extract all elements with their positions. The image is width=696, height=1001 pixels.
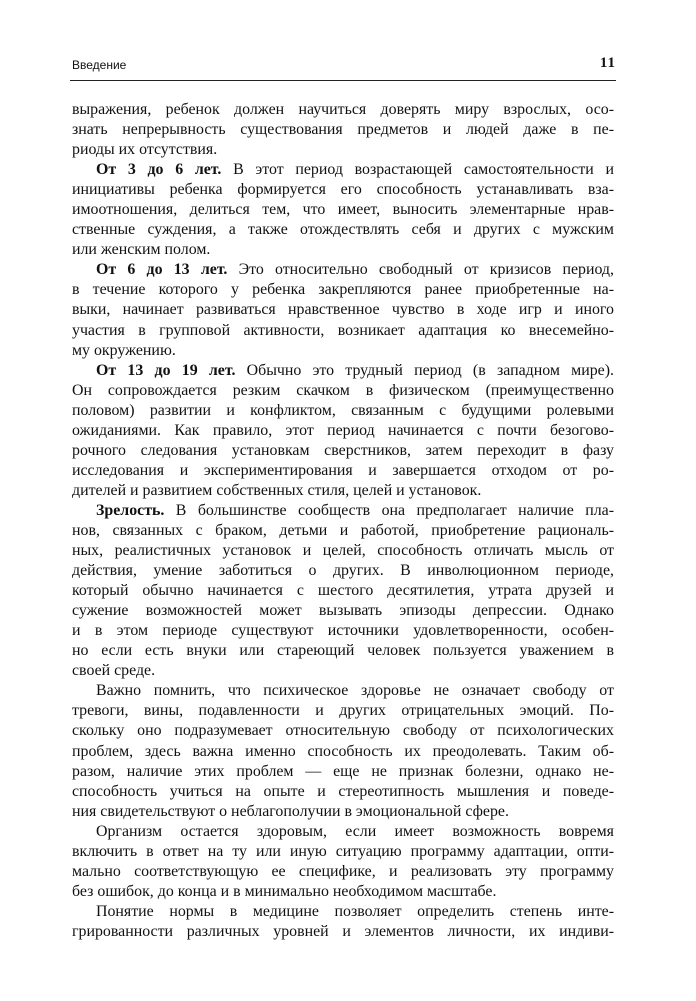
line-text: нов, связанных с браком, детьми и работой, приобретение рациональ- xyxy=(72,521,614,539)
line-text: без ошибок, до конца и в минимально необходимом масштабе. xyxy=(72,882,497,900)
text-line xyxy=(72,200,614,220)
line-text: ния свидетельствуют о неблагополучии в эмоциональной сфере. xyxy=(72,802,509,820)
page-number: 11 xyxy=(599,55,616,71)
line-text: Обычно это трудный период (в западном мире). xyxy=(235,361,614,379)
line-text: в течение которого у ребенка закрепляются ранее приобретенные на- xyxy=(72,281,614,299)
text-line xyxy=(72,240,614,260)
body-text xyxy=(72,100,614,942)
line-text: действия, умение заботиться о других. В инволюционном периоде, xyxy=(72,562,614,580)
text-line xyxy=(72,461,614,481)
text-line xyxy=(72,421,614,441)
header-rule xyxy=(70,80,616,81)
text-line xyxy=(72,361,614,381)
text-line xyxy=(72,922,614,942)
text-line xyxy=(72,782,614,802)
line-text: или женским полом. xyxy=(72,241,211,259)
text-line xyxy=(72,681,614,701)
text-line xyxy=(72,521,614,541)
line-text: включить в ответ на ту или иную ситуацию программу адаптации, опти- xyxy=(72,842,614,860)
line-text: рочного следования установкам сверстников, затем переходит в фазу xyxy=(72,441,614,459)
text-line xyxy=(72,762,614,782)
line-text: Он сопровождается резким скачком в физическом (преимущественно xyxy=(72,381,614,399)
paragraph-lead: От 6 до 13 лет. xyxy=(96,261,228,279)
text-line xyxy=(72,561,614,581)
line-text: Это относительно свободный от кризисов период, xyxy=(227,261,614,279)
text-line xyxy=(72,160,614,180)
line-text: сужение возможностей может вызывать эпизоды депрессии. Однако xyxy=(72,602,614,620)
line-text: ственные суждения, а также отождествлять себя и других с мужским xyxy=(72,221,614,239)
line-text: В большинстве сообществ она предполагает наличие пла- xyxy=(164,501,614,519)
line-text: ных, реалистичных установок и целей, способность отличать мысль от xyxy=(72,542,614,560)
text-line xyxy=(72,621,614,641)
line-text: Организм остается здоровым, если имеет возможность вовремя xyxy=(96,822,614,840)
line-text: знать непрерывность существования предметов и людей даже в пе- xyxy=(72,121,614,139)
line-text: Понятие нормы в медицине позволяет определить степень инте- xyxy=(96,902,614,920)
line-text: грированности различных уровней и элементов личности, их индиви- xyxy=(72,922,614,940)
page-header xyxy=(70,54,616,80)
line-text: выражения, ребенок должен научиться доверять миру взрослых, осо- xyxy=(72,101,614,118)
line-text: дителей и развитием собственных стиля, целей и установок. xyxy=(72,481,482,499)
text-line xyxy=(72,701,614,721)
text-line xyxy=(72,481,614,501)
text-line xyxy=(72,220,614,240)
text-line xyxy=(72,120,614,140)
line-text: му окружению. xyxy=(72,341,176,359)
line-text: который обычно начинается с шестого десятилетия, утрата друзей и xyxy=(72,582,614,600)
paragraph-lead: От 13 до 19 лет. xyxy=(96,361,236,379)
line-text: скольку оно подразумевает относительную свободу от психологических xyxy=(72,722,614,740)
text-line xyxy=(72,300,614,320)
text-line xyxy=(72,862,614,882)
text-line xyxy=(72,341,614,361)
text-line xyxy=(72,441,614,461)
running-head: Введение xyxy=(72,58,127,72)
line-text: риоды их отсутствия. xyxy=(72,141,218,159)
line-text: своей среде. xyxy=(72,662,156,680)
text-line xyxy=(72,140,614,160)
text-line xyxy=(72,742,614,762)
line-text: инициативы ребенка формируется его способность устанавливать вза- xyxy=(72,181,614,199)
line-text: имоотношения, делиться тем, что имеет, выносить элементарные нрав- xyxy=(72,201,614,219)
text-line xyxy=(72,641,614,661)
text-line xyxy=(72,260,614,280)
text-line xyxy=(72,541,614,561)
paragraph-lead: От 3 до 6 лет. xyxy=(96,161,222,179)
text-line xyxy=(72,902,614,922)
text-line xyxy=(72,180,614,200)
text-line xyxy=(72,401,614,421)
line-text: разом, наличие этих проблем — еще не признак болезни, однако не- xyxy=(72,762,614,780)
text-line xyxy=(72,581,614,601)
line-text: мально соответствующую ее специфике, и реализовать эту программу xyxy=(72,862,614,880)
text-line xyxy=(72,321,614,341)
line-text: ожиданиями. Как правило, этот период начинается с почти безогово- xyxy=(72,421,614,439)
text-line xyxy=(72,802,614,822)
line-text: участия в групповой активности, возникает адаптация ко внесемейно- xyxy=(72,321,614,339)
text-line xyxy=(72,721,614,741)
line-text: проблем, здесь важна именно способность их преодолевать. Таким об- xyxy=(72,742,614,760)
line-text: тревоги, вины, подавленности и других отрицательных эмоций. По- xyxy=(72,702,614,720)
text-line xyxy=(72,882,614,902)
line-text: но если есть внуки или стареющий человек пользуется уважением в xyxy=(72,642,614,660)
line-text: исследования и экспериментирования и завершается отходом от ро- xyxy=(72,461,614,479)
line-text: выки, начинает развиваться нравственное чувство в ходе игр и иного xyxy=(72,301,614,319)
text-line xyxy=(72,822,614,842)
line-text: половом) развитии и конфликтом, связанным с будущими ролевыми xyxy=(72,401,614,419)
text-line xyxy=(72,842,614,862)
line-text: способность учиться на опыте и стереотипность мышления и поведе- xyxy=(72,782,614,800)
text-line xyxy=(72,661,614,681)
line-text: В этот период возрастающей самостоятельности и xyxy=(221,161,615,179)
text-line xyxy=(72,381,614,401)
text-line xyxy=(72,501,614,521)
text-line xyxy=(72,280,614,300)
line-text: и в этом периоде существуют источники удовлетворенности, особен- xyxy=(72,622,614,640)
paragraph-lead: Зрелость. xyxy=(96,501,165,519)
line-text: Важно помнить, что психическое здоровье не означает свободу от xyxy=(96,682,614,700)
text-line xyxy=(72,601,614,621)
text-line xyxy=(72,100,614,120)
